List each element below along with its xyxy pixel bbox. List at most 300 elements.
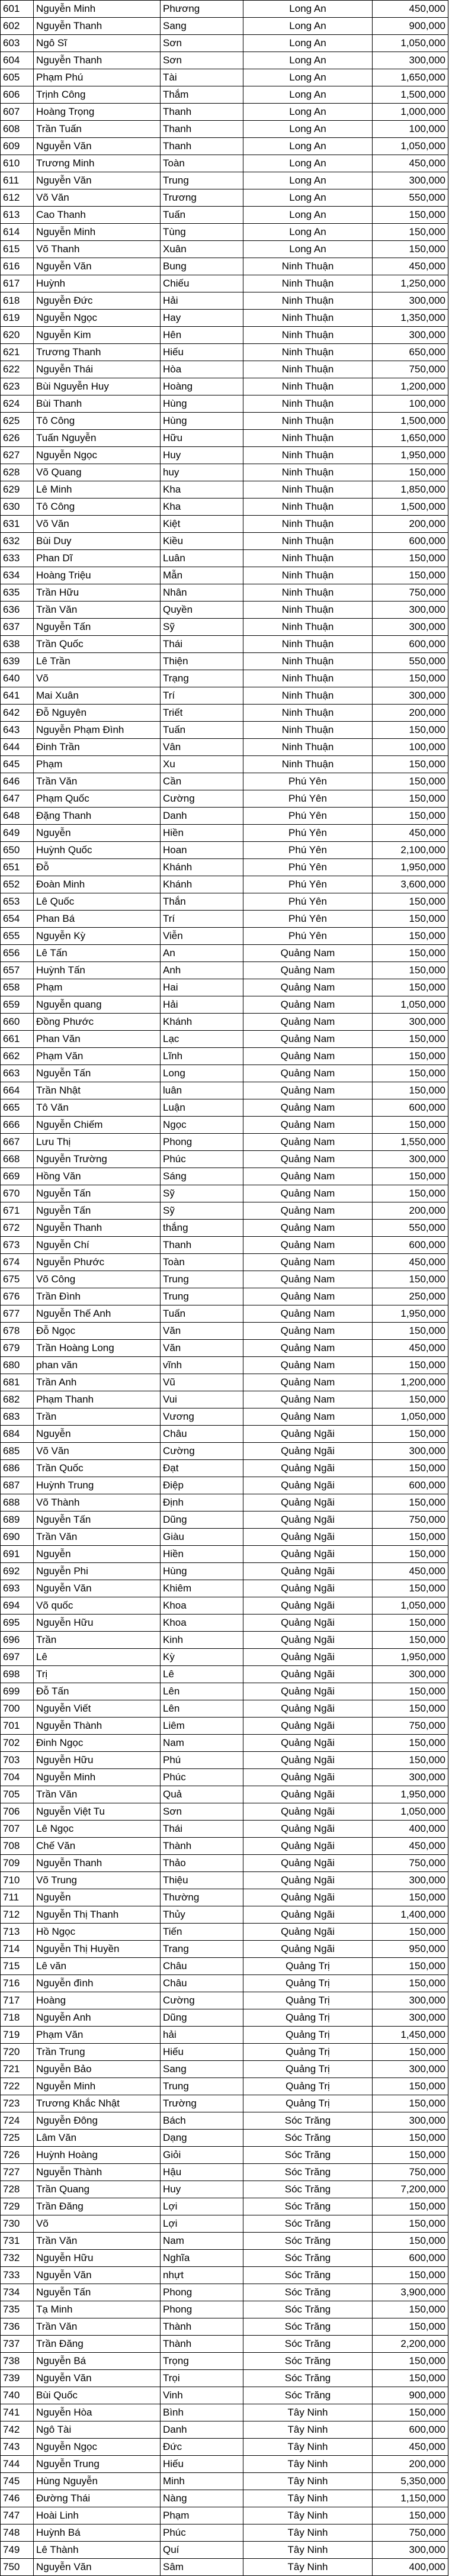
table-row xyxy=(1,2215,448,2233)
row-number-cell: 645 xyxy=(1,756,34,773)
row-number-cell: 684 xyxy=(1,1426,34,1443)
amount-cell: 150,000 xyxy=(373,224,448,241)
row-number-cell: 611 xyxy=(1,172,34,189)
province-cell: Quảng Ngãi xyxy=(243,1735,373,1752)
table-row xyxy=(1,619,448,636)
row-number-cell: 637 xyxy=(1,619,34,636)
province-cell: Tây Ninh xyxy=(243,2559,373,2576)
given-name-cell: Giỏi xyxy=(161,2147,243,2164)
amount-cell: 3,600,000 xyxy=(373,876,448,893)
given-name-cell: Hiền xyxy=(161,825,243,842)
given-name-cell: Thanh xyxy=(161,121,243,138)
family-name-cell: Trần Nhật xyxy=(34,1082,161,1099)
table-row xyxy=(1,1752,448,1769)
amount-cell: 150,000 xyxy=(373,2198,448,2215)
given-name-cell: Hòa xyxy=(161,361,243,378)
amount-cell: 150,000 xyxy=(373,2507,448,2524)
province-cell: Long An xyxy=(243,121,373,138)
province-cell: Phú Yên xyxy=(243,790,373,808)
table-row xyxy=(1,2524,448,2542)
family-name-cell: Nguyễn Thành xyxy=(34,1718,161,1735)
table-row xyxy=(1,86,448,104)
province-cell: Phú Yên xyxy=(243,859,373,876)
row-number-cell: 618 xyxy=(1,292,34,310)
row-number-cell: 747 xyxy=(1,2507,34,2524)
province-cell: Quảng Ngãi xyxy=(243,1597,373,1615)
amount-cell: 150,000 xyxy=(373,464,448,481)
table-row xyxy=(1,567,448,584)
row-number-cell: 703 xyxy=(1,1752,34,1769)
row-number-cell: 606 xyxy=(1,86,34,104)
row-number-cell: 741 xyxy=(1,2404,34,2421)
table-row xyxy=(1,1700,448,1718)
family-name-cell: Võ Thanh xyxy=(34,241,161,258)
table-row xyxy=(1,207,448,224)
table-row xyxy=(1,2130,448,2147)
family-name-cell: Cao Thanh xyxy=(34,207,161,224)
table-row xyxy=(1,1426,448,1443)
province-cell: Quảng Ngãi xyxy=(243,1529,373,1546)
province-cell: Ninh Thuận xyxy=(243,430,373,447)
family-name-cell: Nguyễn Kim xyxy=(34,327,161,344)
province-cell: Tây Ninh xyxy=(243,2421,373,2439)
amount-cell: 150,000 xyxy=(373,2078,448,2095)
given-name-cell: Thanh xyxy=(161,104,243,121)
given-name-cell: Phong xyxy=(161,2284,243,2301)
province-cell: Sóc Trăng xyxy=(243,2318,373,2336)
amount-cell: 600,000 xyxy=(373,1099,448,1117)
province-cell: Ninh Thuận xyxy=(243,464,373,481)
row-number-cell: 680 xyxy=(1,1357,34,1374)
family-name-cell: Bùi Thanh xyxy=(34,395,161,413)
table-row xyxy=(1,18,448,35)
table-row xyxy=(1,1168,448,1185)
family-name-cell: Phan Văn xyxy=(34,1031,161,1048)
province-cell: Sóc Trăng xyxy=(243,2147,373,2164)
amount-cell: 150,000 xyxy=(373,2301,448,2318)
amount-cell: 150,000 xyxy=(373,1082,448,1099)
family-name-cell: Tạ Minh xyxy=(34,2301,161,2318)
given-name-cell: Sâm xyxy=(161,2559,243,2576)
given-name-cell: Thảo xyxy=(161,1855,243,1872)
row-number-cell: 679 xyxy=(1,1340,34,1357)
given-name-cell: Danh xyxy=(161,2421,243,2439)
table-row xyxy=(1,481,448,499)
table-row xyxy=(1,1803,448,1821)
province-cell: Tây Ninh xyxy=(243,2473,373,2490)
family-name-cell: Nguyễn Đức xyxy=(34,292,161,310)
province-cell: Quảng Ngãi xyxy=(243,1752,373,1769)
family-name-cell: Huỳnh Quốc xyxy=(34,842,161,859)
row-number-cell: 619 xyxy=(1,310,34,327)
table-row xyxy=(1,2336,448,2353)
amount-cell: 600,000 xyxy=(373,2250,448,2267)
amount-cell: 300,000 xyxy=(373,292,448,310)
table-row xyxy=(1,1151,448,1168)
row-number-cell: 724 xyxy=(1,2112,34,2130)
table-row xyxy=(1,2095,448,2112)
amount-cell: 150,000 xyxy=(373,1546,448,1563)
province-cell: Quảng Trị xyxy=(243,1958,373,1975)
family-name-cell: Đỗ Ngọc xyxy=(34,1323,161,1340)
table-row xyxy=(1,1769,448,1786)
row-number-cell: 727 xyxy=(1,2164,34,2181)
given-name-cell: Bách xyxy=(161,2112,243,2130)
row-number-cell: 717 xyxy=(1,1992,34,2009)
family-name-cell: Trị xyxy=(34,1666,161,1683)
given-name-cell: thắng xyxy=(161,1220,243,1237)
province-cell: Phú Yên xyxy=(243,773,373,790)
province-cell: Tây Ninh xyxy=(243,2542,373,2559)
given-name-cell: Hậu xyxy=(161,2164,243,2181)
province-cell: Long An xyxy=(243,241,373,258)
family-name-cell: Tô Công xyxy=(34,499,161,516)
row-number-cell: 704 xyxy=(1,1769,34,1786)
row-number-cell: 668 xyxy=(1,1151,34,1168)
family-name-cell: Nguyễn Bảo xyxy=(34,2061,161,2078)
table-row xyxy=(1,395,448,413)
table-row xyxy=(1,138,448,155)
given-name-cell: Sơn xyxy=(161,52,243,69)
given-name-cell: Nàng xyxy=(161,2490,243,2507)
amount-cell: 950,000 xyxy=(373,1941,448,1958)
family-name-cell: Nguyễn Minh xyxy=(34,1769,161,1786)
given-name-cell: Thiện xyxy=(161,653,243,670)
province-cell: Quảng Ngãi xyxy=(243,1941,373,1958)
table-row xyxy=(1,1357,448,1374)
province-cell: Quảng Nam xyxy=(243,1220,373,1237)
row-number-cell: 672 xyxy=(1,1220,34,1237)
row-number-cell: 620 xyxy=(1,327,34,344)
amount-cell: 150,000 xyxy=(373,2404,448,2421)
province-cell: Phú Yên xyxy=(243,825,373,842)
province-cell: Ninh Thuận xyxy=(243,447,373,464)
given-name-cell: Hay xyxy=(161,310,243,327)
row-number-cell: 649 xyxy=(1,825,34,842)
row-number-cell: 648 xyxy=(1,808,34,825)
amount-cell: 1,950,000 xyxy=(373,1786,448,1803)
family-name-cell: Nguyễn Văn xyxy=(34,258,161,275)
amount-cell: 150,000 xyxy=(373,1494,448,1511)
family-name-cell: Nguyễn Văn xyxy=(34,2370,161,2387)
given-name-cell: Sơn xyxy=(161,1803,243,1821)
table-row xyxy=(1,361,448,378)
province-cell: Quảng Nam xyxy=(243,996,373,1014)
row-number-cell: 604 xyxy=(1,52,34,69)
row-number-cell: 746 xyxy=(1,2490,34,2507)
province-cell: Quảng Trị xyxy=(243,1975,373,1992)
row-number-cell: 614 xyxy=(1,224,34,241)
given-name-cell: Trương xyxy=(161,189,243,207)
amount-cell: 150,000 xyxy=(373,1357,448,1374)
family-name-cell: Tô Văn xyxy=(34,1099,161,1117)
row-number-cell: 609 xyxy=(1,138,34,155)
family-name-cell: Nguyễn Minh xyxy=(34,1,161,18)
province-cell: Ninh Thuận xyxy=(243,361,373,378)
row-number-cell: 643 xyxy=(1,722,34,739)
family-name-cell: Nguyễn Hữu xyxy=(34,1615,161,1632)
row-number-cell: 687 xyxy=(1,1477,34,1494)
family-name-cell: Trần Văn xyxy=(34,1786,161,1803)
province-cell: Long An xyxy=(243,155,373,172)
given-name-cell: Trí xyxy=(161,911,243,928)
family-name-cell: Lê Ngọc xyxy=(34,1821,161,1838)
table-row xyxy=(1,430,448,447)
given-name-cell: Sỹ xyxy=(161,1185,243,1202)
family-name-cell: Bùi Quốc xyxy=(34,2387,161,2404)
row-number-cell: 644 xyxy=(1,739,34,756)
table-row xyxy=(1,1014,448,1031)
amount-cell: 300,000 xyxy=(373,1769,448,1786)
table-row xyxy=(1,189,448,207)
family-name-cell: Phạm Văn xyxy=(34,2027,161,2044)
amount-cell: 150,000 xyxy=(373,2147,448,2164)
given-name-cell: Long xyxy=(161,1065,243,1082)
row-number-cell: 634 xyxy=(1,567,34,584)
table-row xyxy=(1,2490,448,2507)
amount-cell: 150,000 xyxy=(373,808,448,825)
row-number-cell: 706 xyxy=(1,1803,34,1821)
family-name-cell: Lê văn xyxy=(34,1958,161,1975)
province-cell: Ninh Thuận xyxy=(243,636,373,653)
given-name-cell: Kỳ xyxy=(161,1649,243,1666)
given-name-cell: Bung xyxy=(161,258,243,275)
table-row xyxy=(1,1872,448,1889)
given-name-cell: Hiền xyxy=(161,1546,243,1563)
amount-cell: 200,000 xyxy=(373,516,448,533)
amount-cell: 300,000 xyxy=(373,2009,448,2027)
family-name-cell: Võ Trung xyxy=(34,1872,161,1889)
table-row xyxy=(1,979,448,996)
table-row xyxy=(1,2473,448,2490)
given-name-cell: Trung xyxy=(161,1288,243,1305)
family-name-cell: Phạm xyxy=(34,756,161,773)
row-number-cell: 640 xyxy=(1,670,34,687)
table-row xyxy=(1,893,448,911)
row-number-cell: 653 xyxy=(1,893,34,911)
given-name-cell: Kha xyxy=(161,499,243,516)
family-name-cell: Nguyễn Phạm Đình xyxy=(34,722,161,739)
amount-cell: 150,000 xyxy=(373,1426,448,1443)
row-number-cell: 705 xyxy=(1,1786,34,1803)
table-row xyxy=(1,2284,448,2301)
family-name-cell: Hoàng Triệu xyxy=(34,567,161,584)
given-name-cell: Nam xyxy=(161,2233,243,2250)
given-name-cell: nhựt xyxy=(161,2267,243,2284)
province-cell: Quảng Nam xyxy=(243,1237,373,1254)
table-row xyxy=(1,1649,448,1666)
table-row xyxy=(1,1220,448,1237)
given-name-cell: Vân xyxy=(161,739,243,756)
amount-cell: 150,000 xyxy=(373,567,448,584)
family-name-cell: Nguyễn Viết xyxy=(34,1700,161,1718)
province-cell: Long An xyxy=(243,1,373,18)
family-name-cell: Trần Hoàng Long xyxy=(34,1340,161,1357)
row-number-cell: 681 xyxy=(1,1374,34,1391)
given-name-cell: Văn xyxy=(161,1340,243,1357)
family-name-cell: Đoàn Minh xyxy=(34,876,161,893)
amount-cell: 450,000 xyxy=(373,1838,448,1855)
table-row xyxy=(1,1941,448,1958)
row-number-cell: 731 xyxy=(1,2233,34,2250)
family-name-cell: Nguyễn Minh xyxy=(34,224,161,241)
province-cell: Ninh Thuận xyxy=(243,722,373,739)
province-cell: Ninh Thuận xyxy=(243,344,373,361)
province-cell: Quảng Ngãi xyxy=(243,1769,373,1786)
table-row xyxy=(1,876,448,893)
table-row xyxy=(1,1494,448,1511)
given-name-cell: Thành xyxy=(161,2318,243,2336)
amount-cell: 750,000 xyxy=(373,361,448,378)
province-cell: Phú Yên xyxy=(243,876,373,893)
given-name-cell: An xyxy=(161,945,243,962)
row-number-cell: 650 xyxy=(1,842,34,859)
province-cell: Phú Yên xyxy=(243,842,373,859)
row-number-cell: 642 xyxy=(1,705,34,722)
table-row xyxy=(1,2181,448,2198)
family-name-cell: Nguyễn Tấn xyxy=(34,1202,161,1220)
table-row xyxy=(1,310,448,327)
province-cell: Long An xyxy=(243,207,373,224)
given-name-cell: Dũng xyxy=(161,1511,243,1529)
given-name-cell: Đạt xyxy=(161,1460,243,1477)
table-row xyxy=(1,1563,448,1580)
table-row xyxy=(1,447,448,464)
amount-cell: 550,000 xyxy=(373,1220,448,1237)
given-name-cell: Kinh xyxy=(161,1632,243,1649)
row-number-cell: 699 xyxy=(1,1683,34,1700)
table-row xyxy=(1,52,448,69)
row-number-cell: 707 xyxy=(1,1821,34,1838)
amount-cell: 150,000 xyxy=(373,1048,448,1065)
family-name-cell: Trần Đăng xyxy=(34,2198,161,2215)
row-number-cell: 693 xyxy=(1,1580,34,1597)
given-name-cell: Hiếu xyxy=(161,344,243,361)
amount-cell: 1,650,000 xyxy=(373,430,448,447)
row-number-cell: 743 xyxy=(1,2439,34,2456)
row-number-cell: 734 xyxy=(1,2284,34,2301)
amount-cell: 1,500,000 xyxy=(373,86,448,104)
amount-cell: 100,000 xyxy=(373,739,448,756)
province-cell: Quảng Ngãi xyxy=(243,1580,373,1597)
table-body xyxy=(1,1,448,2576)
family-name-cell: Phạm Phú xyxy=(34,69,161,86)
table-row xyxy=(1,2507,448,2524)
province-cell: Quảng Ngãi xyxy=(243,1511,373,1529)
given-name-cell: Thái xyxy=(161,1821,243,1838)
amount-cell: 1,050,000 xyxy=(373,35,448,52)
amount-cell: 300,000 xyxy=(373,2061,448,2078)
family-name-cell: Nguyễn Hữu xyxy=(34,2250,161,2267)
family-name-cell: Trần Văn xyxy=(34,773,161,790)
table-row xyxy=(1,842,448,859)
family-name-cell: Trương Khắc Nhật xyxy=(34,2095,161,2112)
province-cell: Quảng Ngãi xyxy=(243,1666,373,1683)
row-number-cell: 622 xyxy=(1,361,34,378)
province-cell: Tây Ninh xyxy=(243,2490,373,2507)
family-name-cell: Nguyễn Tấn xyxy=(34,1185,161,1202)
table-row xyxy=(1,996,448,1014)
row-number-cell: 739 xyxy=(1,2370,34,2387)
given-name-cell: hải xyxy=(161,2027,243,2044)
row-number-cell: 708 xyxy=(1,1838,34,1855)
row-number-cell: 612 xyxy=(1,189,34,207)
amount-cell: 1,400,000 xyxy=(373,1906,448,1924)
row-number-cell: 696 xyxy=(1,1632,34,1649)
given-name-cell: Thanh xyxy=(161,138,243,155)
amount-cell: 150,000 xyxy=(373,1168,448,1185)
family-name-cell: Nguyễn Trung xyxy=(34,2456,161,2473)
row-number-cell: 662 xyxy=(1,1048,34,1065)
row-number-cell: 740 xyxy=(1,2387,34,2404)
family-name-cell: Chế Văn xyxy=(34,1838,161,1855)
given-name-cell: Khánh xyxy=(161,859,243,876)
amount-cell: 1,650,000 xyxy=(373,69,448,86)
given-name-cell: Thanh xyxy=(161,1237,243,1254)
family-name-cell: Nguyễn xyxy=(34,1426,161,1443)
given-name-cell: Hiếu xyxy=(161,2456,243,2473)
given-name-cell: Tuấn xyxy=(161,1305,243,1323)
table-row xyxy=(1,2387,448,2404)
amount-cell: 150,000 xyxy=(373,773,448,790)
row-number-cell: 726 xyxy=(1,2147,34,2164)
given-name-cell: huy xyxy=(161,464,243,481)
table-row xyxy=(1,790,448,808)
row-number-cell: 730 xyxy=(1,2215,34,2233)
given-name-cell: Trạng xyxy=(161,670,243,687)
table-row xyxy=(1,1340,448,1357)
amount-cell: 1,500,000 xyxy=(373,413,448,430)
province-cell: Ninh Thuận xyxy=(243,533,373,550)
amount-cell: 150,000 xyxy=(373,1031,448,1048)
amount-cell: 450,000 xyxy=(373,2439,448,2456)
table-row xyxy=(1,705,448,722)
amount-cell: 450,000 xyxy=(373,1563,448,1580)
table-row xyxy=(1,2233,448,2250)
row-number-cell: 616 xyxy=(1,258,34,275)
row-number-cell: 701 xyxy=(1,1718,34,1735)
table-row xyxy=(1,1632,448,1649)
family-name-cell: Đỗ xyxy=(34,859,161,876)
province-cell: Tây Ninh xyxy=(243,2404,373,2421)
province-cell: Sóc Trăng xyxy=(243,2284,373,2301)
given-name-cell: Huy xyxy=(161,2181,243,2198)
family-name-cell: Nguyễn Thành xyxy=(34,2164,161,2181)
given-name-cell: Hùng xyxy=(161,413,243,430)
amount-cell: 450,000 xyxy=(373,1340,448,1357)
given-name-cell: Thành xyxy=(161,1838,243,1855)
given-name-cell: Phú xyxy=(161,1752,243,1769)
table-row xyxy=(1,911,448,928)
family-name-cell: phan văn xyxy=(34,1357,161,1374)
amount-cell: 900,000 xyxy=(373,2387,448,2404)
province-cell: Ninh Thuận xyxy=(243,705,373,722)
family-name-cell: Ngô Sĩ xyxy=(34,35,161,52)
family-name-cell: Nguyễn đình xyxy=(34,1975,161,1992)
province-cell: Ninh Thuận xyxy=(243,327,373,344)
family-name-cell: Trần Văn xyxy=(34,2233,161,2250)
family-name-cell: Nguyễn Văn xyxy=(34,2267,161,2284)
table-row xyxy=(1,2439,448,2456)
family-name-cell: Võ Thành xyxy=(34,1494,161,1511)
amount-cell: 150,000 xyxy=(373,1117,448,1134)
table-row xyxy=(1,2404,448,2421)
table-row xyxy=(1,2027,448,2044)
table-row xyxy=(1,2353,448,2370)
table-row xyxy=(1,1838,448,1855)
family-name-cell: Nguyễn xyxy=(34,1889,161,1906)
province-cell: Quảng Nam xyxy=(243,1031,373,1048)
